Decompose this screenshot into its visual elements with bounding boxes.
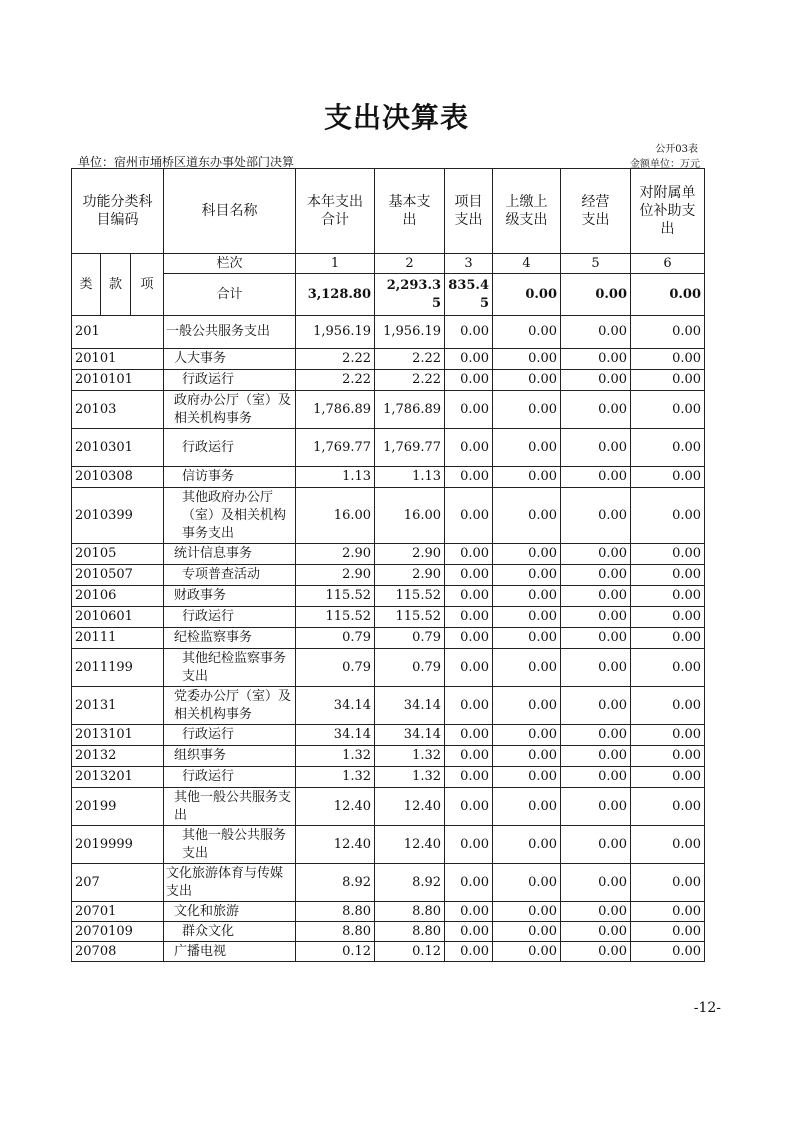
row-value: 0.00 <box>631 488 705 544</box>
total-label: 合计 <box>164 274 296 316</box>
row-value: 0.00 <box>445 746 493 767</box>
row-value: 0.00 <box>561 649 631 687</box>
row-value: 0.00 <box>445 826 493 864</box>
row-code: 201 <box>72 316 164 349</box>
total-value: 0.00 <box>493 274 561 316</box>
row-value: 0.00 <box>493 746 561 767</box>
header-col5: 经营支出 <box>561 169 631 254</box>
row-value: 34.14 <box>296 725 375 746</box>
row-code: 20103 <box>72 391 164 429</box>
table-row <box>72 767 705 788</box>
header-lei: 类 <box>72 254 101 316</box>
row-code: 207 <box>72 864 164 902</box>
row-code: 2010301 <box>72 429 164 467</box>
row-name: 行政运行 <box>164 429 296 467</box>
row-value: 1.13 <box>296 467 375 488</box>
row-code: 2010601 <box>72 607 164 628</box>
row-name: 其他一般公共服务支出 <box>164 788 296 826</box>
row-value: 0.00 <box>493 687 561 725</box>
table-row <box>72 649 705 687</box>
row-value: 34.14 <box>375 687 445 725</box>
row-value: 0.00 <box>445 922 493 942</box>
row-value: 2.22 <box>375 349 445 370</box>
row-value: 0.00 <box>445 902 493 922</box>
row-value: 0.00 <box>493 942 561 962</box>
row-value: 0.00 <box>445 391 493 429</box>
table-row <box>72 316 705 349</box>
row-value: 8.80 <box>296 902 375 922</box>
row-value: 1.32 <box>375 746 445 767</box>
row-value: 0.00 <box>493 544 561 565</box>
row-value: 0.00 <box>445 788 493 826</box>
row-value: 8.92 <box>375 864 445 902</box>
row-code: 2010507 <box>72 565 164 586</box>
page-number: -12- <box>693 1000 721 1016</box>
row-value: 0.00 <box>631 725 705 746</box>
row-value: 8.80 <box>375 922 445 942</box>
row-name: 文化和旅游 <box>164 902 296 922</box>
row-value: 2.90 <box>296 565 375 586</box>
row-name: 专项普查活动 <box>164 565 296 586</box>
row-name: 信访事务 <box>164 467 296 488</box>
row-name: 其他政府办公厅（室）及相关机构事务支出 <box>164 488 296 544</box>
row-code: 20106 <box>72 586 164 607</box>
row-name: 政府办公厅（室）及相关机构事务 <box>164 391 296 429</box>
row-value: 8.92 <box>296 864 375 902</box>
row-value: 0.00 <box>561 942 631 962</box>
row-name: 行政运行 <box>164 725 296 746</box>
table-row <box>72 607 705 628</box>
row-value: 0.00 <box>493 628 561 649</box>
table-row <box>72 902 705 922</box>
row-value: 0.00 <box>445 767 493 788</box>
row-value: 0.00 <box>493 586 561 607</box>
row-value: 0.00 <box>631 767 705 788</box>
row-value: 12.40 <box>296 826 375 864</box>
row-value: 0.00 <box>445 586 493 607</box>
row-value: 0.00 <box>445 649 493 687</box>
row-value: 0.00 <box>631 628 705 649</box>
row-value: 0.00 <box>631 544 705 565</box>
row-value: 1,956.19 <box>375 316 445 349</box>
row-code: 2070109 <box>72 922 164 942</box>
row-value: 0.00 <box>561 767 631 788</box>
table-row <box>72 429 705 467</box>
row-value: 2.22 <box>375 370 445 391</box>
row-name: 文化旅游体育与传媒支出 <box>164 864 296 902</box>
table-row <box>72 586 705 607</box>
row-value: 0.00 <box>631 370 705 391</box>
row-value: 2.22 <box>296 370 375 391</box>
row-code: 2013101 <box>72 725 164 746</box>
row-value: 0.00 <box>631 746 705 767</box>
row-value: 0.00 <box>445 565 493 586</box>
row-value: 1,786.89 <box>375 391 445 429</box>
table-row <box>72 826 705 864</box>
row-value: 115.52 <box>296 607 375 628</box>
row-value: 1,769.77 <box>375 429 445 467</box>
row-value: 0.00 <box>445 942 493 962</box>
row-value: 0.00 <box>631 788 705 826</box>
row-name: 纪检监察事务 <box>164 628 296 649</box>
row-value: 0.00 <box>631 864 705 902</box>
row-name: 统计信息事务 <box>164 544 296 565</box>
row-value: 0.00 <box>493 349 561 370</box>
row-name: 党委办公厅（室）及相关机构事务 <box>164 687 296 725</box>
row-value: 0.00 <box>493 864 561 902</box>
row-value: 0.00 <box>561 826 631 864</box>
total-value: 3,128.80 <box>296 274 375 316</box>
table-row <box>72 746 705 767</box>
row-value: 0.00 <box>445 628 493 649</box>
row-code: 20708 <box>72 942 164 962</box>
row-value: 0.00 <box>631 942 705 962</box>
row-code: 2010101 <box>72 370 164 391</box>
row-value: 0.00 <box>493 826 561 864</box>
unit-label: 单位：宿州市埇桥区道东办事处部门决算 <box>78 155 295 169</box>
row-name: 行政运行 <box>164 607 296 628</box>
row-name: 组织事务 <box>164 746 296 767</box>
row-value: 8.80 <box>375 902 445 922</box>
total-value: 835.45 <box>445 274 493 316</box>
row-value: 0.00 <box>561 316 631 349</box>
row-value: 0.00 <box>561 607 631 628</box>
row-code: 2010399 <box>72 488 164 544</box>
row-value: 0.00 <box>631 826 705 864</box>
row-name: 群众文化 <box>164 922 296 942</box>
row-value: 12.40 <box>296 788 375 826</box>
total-value: 2,293.35 <box>375 274 445 316</box>
row-value: 0.00 <box>445 467 493 488</box>
col-number: 6 <box>631 254 705 274</box>
header-col2: 基本支出 <box>375 169 445 254</box>
table-row <box>72 544 705 565</box>
row-value: 0.00 <box>493 316 561 349</box>
row-code: 20132 <box>72 746 164 767</box>
row-value: 0.00 <box>493 488 561 544</box>
row-value: 0.00 <box>493 649 561 687</box>
col-number: 5 <box>561 254 631 274</box>
row-value: 0.00 <box>631 902 705 922</box>
row-value: 0.00 <box>445 725 493 746</box>
total-value: 0.00 <box>631 274 705 316</box>
row-value: 0.00 <box>493 767 561 788</box>
form-number: 公开03表 <box>655 144 698 155</box>
row-value: 0.00 <box>631 586 705 607</box>
row-value: 0.00 <box>631 607 705 628</box>
row-value: 2.90 <box>375 544 445 565</box>
header-col1: 本年支出合计 <box>296 169 375 254</box>
row-code: 20131 <box>72 687 164 725</box>
row-value: 34.14 <box>375 725 445 746</box>
row-value: 0.79 <box>296 649 375 687</box>
row-value: 1.13 <box>375 467 445 488</box>
col-number: 2 <box>375 254 445 274</box>
row-value: 0.00 <box>561 725 631 746</box>
row-value: 0.00 <box>445 316 493 349</box>
row-value: 0.00 <box>493 922 561 942</box>
header-xiang: 项 <box>131 254 164 316</box>
row-name: 人大事务 <box>164 349 296 370</box>
row-name: 行政运行 <box>164 767 296 788</box>
col-number: 1 <box>296 254 375 274</box>
row-value: 1.32 <box>375 767 445 788</box>
table-row <box>72 922 705 942</box>
header-row <box>72 169 705 254</box>
row-value: 1,956.19 <box>296 316 375 349</box>
row-code: 20105 <box>72 544 164 565</box>
row-value: 0.12 <box>375 942 445 962</box>
row-value: 0.00 <box>493 788 561 826</box>
row-value: 0.79 <box>375 628 445 649</box>
row-value: 0.00 <box>561 429 631 467</box>
row-value: 0.00 <box>445 488 493 544</box>
header-code: 功能分类科目编码 <box>72 169 164 254</box>
row-value: 0.00 <box>493 607 561 628</box>
table-row <box>72 467 705 488</box>
header-lanci: 栏次 <box>164 254 296 274</box>
row-name: 其他纪检监察事务支出 <box>164 649 296 687</box>
row-value: 16.00 <box>296 488 375 544</box>
page-title: 支出决算表 <box>323 101 469 134</box>
row-value: 0.00 <box>631 922 705 942</box>
row-value: 1,769.77 <box>296 429 375 467</box>
row-value: 0.00 <box>561 391 631 429</box>
table-row <box>72 349 705 370</box>
row-value: 0.00 <box>561 586 631 607</box>
row-value: 0.00 <box>631 349 705 370</box>
row-value: 0.00 <box>561 922 631 942</box>
column-number-row <box>72 254 705 274</box>
row-value: 2.22 <box>296 349 375 370</box>
row-value: 0.00 <box>445 544 493 565</box>
row-value: 0.00 <box>561 370 631 391</box>
row-value: 0.00 <box>631 565 705 586</box>
row-value: 0.00 <box>445 370 493 391</box>
row-value: 0.00 <box>631 649 705 687</box>
row-value: 2.90 <box>375 565 445 586</box>
table-row <box>72 628 705 649</box>
row-value: 12.40 <box>375 788 445 826</box>
table-row <box>72 942 705 962</box>
row-name: 其他一般公共服务支出 <box>164 826 296 864</box>
header-col6: 对附属单位补助支出 <box>631 169 705 254</box>
expenditure-table <box>71 168 705 962</box>
row-value: 0.00 <box>445 607 493 628</box>
row-value: 1.32 <box>296 767 375 788</box>
row-value: 0.00 <box>445 864 493 902</box>
row-value: 0.00 <box>561 544 631 565</box>
table-row <box>72 687 705 725</box>
row-value: 0.00 <box>493 565 561 586</box>
row-code: 2019999 <box>72 826 164 864</box>
table-row <box>72 370 705 391</box>
row-value: 0.00 <box>561 467 631 488</box>
row-code: 20701 <box>72 902 164 922</box>
row-value: 0.00 <box>631 391 705 429</box>
table-row <box>72 391 705 429</box>
row-value: 1,786.89 <box>296 391 375 429</box>
row-value: 0.00 <box>561 488 631 544</box>
row-code: 2013201 <box>72 767 164 788</box>
row-name: 广播电视 <box>164 942 296 962</box>
col-number: 4 <box>493 254 561 274</box>
header-name: 科目名称 <box>164 169 296 254</box>
header-col3: 项目支出 <box>445 169 493 254</box>
header-col4: 上缴上级支出 <box>493 169 561 254</box>
row-value: 0.00 <box>493 391 561 429</box>
row-value: 0.12 <box>296 942 375 962</box>
row-value: 0.00 <box>561 788 631 826</box>
row-value: 0.00 <box>445 687 493 725</box>
row-value: 0.00 <box>561 349 631 370</box>
total-row <box>72 274 705 316</box>
row-name: 行政运行 <box>164 370 296 391</box>
table-row <box>72 864 705 902</box>
row-value: 34.14 <box>296 687 375 725</box>
row-value: 0.00 <box>493 725 561 746</box>
row-code: 20111 <box>72 628 164 649</box>
row-value: 2.90 <box>296 544 375 565</box>
col-number: 3 <box>445 254 493 274</box>
row-code: 2011199 <box>72 649 164 687</box>
row-value: 115.52 <box>375 586 445 607</box>
row-code: 20101 <box>72 349 164 370</box>
row-value: 0.00 <box>561 864 631 902</box>
row-value: 0.00 <box>493 902 561 922</box>
money-unit-label: 金额单位：万元 <box>630 159 700 170</box>
row-value: 115.52 <box>296 586 375 607</box>
row-value: 0.00 <box>493 467 561 488</box>
row-value: 0.00 <box>631 467 705 488</box>
row-value: 0.00 <box>561 565 631 586</box>
table-row <box>72 565 705 586</box>
row-value: 1.32 <box>296 746 375 767</box>
row-value: 0.79 <box>375 649 445 687</box>
row-value: 0.00 <box>561 628 631 649</box>
row-value: 0.00 <box>631 316 705 349</box>
row-value: 0.00 <box>561 746 631 767</box>
row-value: 0.00 <box>445 429 493 467</box>
table-row <box>72 488 705 544</box>
row-name: 财政事务 <box>164 586 296 607</box>
row-value: 115.52 <box>375 607 445 628</box>
row-value: 16.00 <box>375 488 445 544</box>
table-row <box>72 725 705 746</box>
row-value: 0.00 <box>561 902 631 922</box>
row-code: 2010308 <box>72 467 164 488</box>
row-value: 0.00 <box>493 429 561 467</box>
row-value: 0.00 <box>631 429 705 467</box>
total-value: 0.00 <box>561 274 631 316</box>
row-value: 8.80 <box>296 922 375 942</box>
table-row <box>72 788 705 826</box>
header-kuan: 款 <box>101 254 131 316</box>
row-value: 12.40 <box>375 826 445 864</box>
row-value: 0.79 <box>296 628 375 649</box>
row-value: 0.00 <box>631 687 705 725</box>
row-code: 20199 <box>72 788 164 826</box>
row-value: 0.00 <box>493 370 561 391</box>
row-name: 一般公共服务支出 <box>164 316 296 349</box>
row-value: 0.00 <box>445 349 493 370</box>
row-value: 0.00 <box>561 687 631 725</box>
